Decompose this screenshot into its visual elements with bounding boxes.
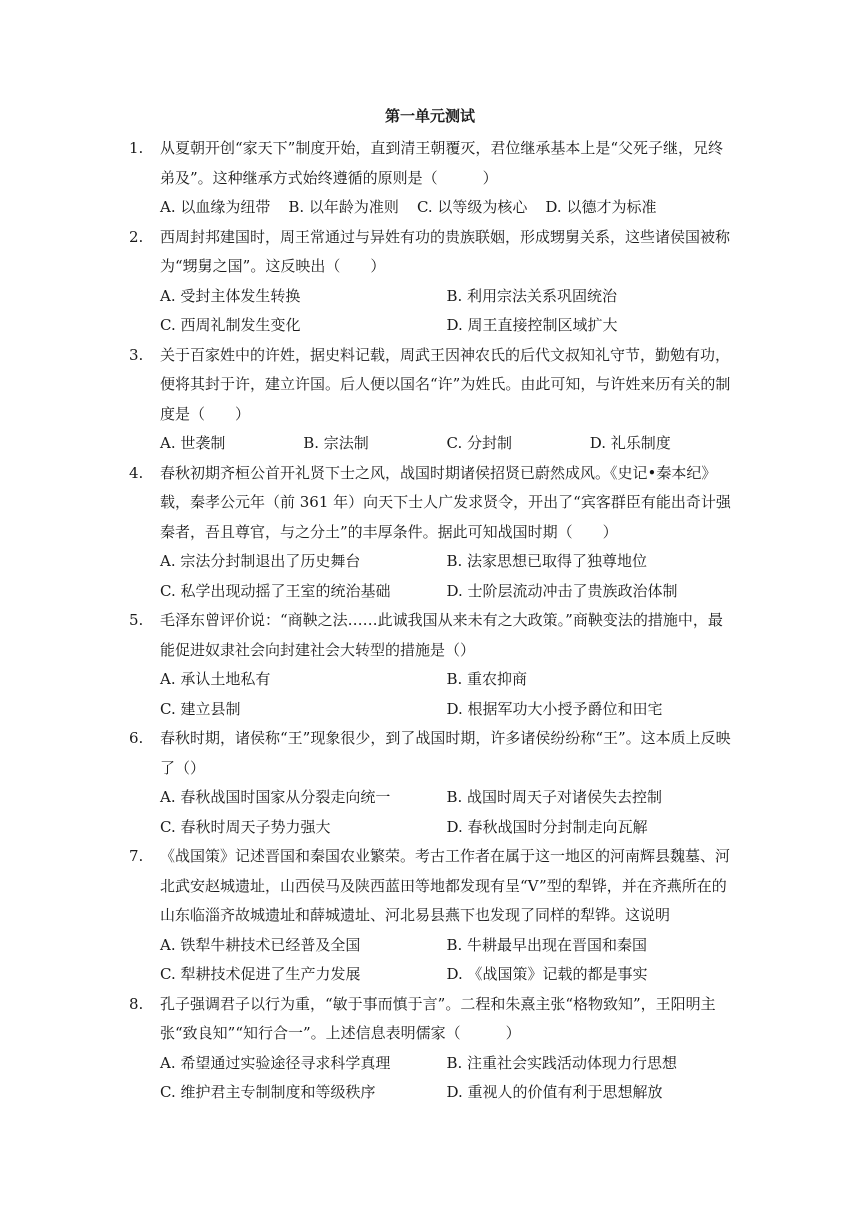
- options-grid: [129, 282, 733, 341]
- question-number: 1.: [129, 139, 144, 157]
- question-3: [129, 341, 733, 459]
- question-8: [129, 990, 733, 1108]
- option-d: D. 士阶层流动冲击了贵族政治体制: [446, 581, 678, 600]
- option-d: D. 重视人的价值有利于思想解放: [446, 1083, 663, 1101]
- option-b: B. 利用宗法关系巩固统治: [446, 286, 618, 305]
- option-b: B. 战国时周天子对诸侯失去控制: [446, 788, 663, 806]
- question-number: 7.: [129, 847, 144, 865]
- question-7: [129, 842, 733, 990]
- question-2: [129, 223, 733, 341]
- question-stem: 春秋时期，诸侯称“王”现象很少，到了战国时期，许多诸侯纷纷称“王”。这本质上反映了（）: [160, 729, 731, 777]
- option-c: C. 分封制: [446, 434, 512, 452]
- option-c: C. 以等级为核心: [416, 198, 528, 216]
- options-grid: [129, 665, 733, 724]
- question-4: [129, 459, 733, 607]
- options-row: [129, 193, 733, 223]
- question-stem: 《战国策》记述晋国和秦国农业繁荣。考古工作者在属于这一地区的河南辉县魏墓、河北武安赵城遗址，山西侯马及陕西蓝田等地都发现有呈“V”型的犁铧，并在齐燕所在的山东临淄齐故城遗址和薛城遗址、河北易县燕下也发现了同样的犁铧。这说明: [160, 847, 731, 924]
- question-number: 3.: [129, 345, 144, 364]
- question-stem: 毛泽东曾评价说：“商鞅之法……此诚我国从来未有之大政策。”商鞅变法的措施中，最能促进奴隶社会向封建社会大转型的措施是（）: [160, 611, 723, 659]
- option-c: C. 维护君主专制制度和等级秩序: [160, 1083, 376, 1101]
- option-d: D. 周王直接控制区域扩大: [446, 316, 618, 334]
- option-a: A. 希望通过实验途径寻求科学真理: [160, 1053, 391, 1072]
- option-c: C. 犁耕技术促进了生产力发展: [160, 965, 361, 983]
- question-6: [129, 724, 733, 842]
- question-list: [129, 134, 733, 1108]
- page-title: 第一单元测试: [384, 107, 475, 125]
- options-grid: [129, 1049, 733, 1108]
- option-b: B. 重农抑商: [446, 670, 528, 688]
- option-c: C. 春秋时周天子势力强大: [160, 817, 331, 836]
- option-d: D. 春秋战国时分封制走向瓦解: [446, 817, 648, 836]
- option-d: D. 以德才为标准: [545, 198, 657, 216]
- option-d: D. 礼乐制度: [589, 434, 671, 452]
- question-1: [129, 134, 733, 223]
- options-row: [129, 429, 733, 459]
- options-grid: [129, 931, 733, 990]
- option-a: A. 承认土地私有: [160, 670, 271, 688]
- option-a: A. 以血缘为纽带: [160, 198, 271, 216]
- option-a: A. 受封主体发生转换: [160, 286, 301, 305]
- question-number: 4.: [129, 463, 144, 482]
- option-a: A. 铁犁牛耕技术已经普及全国: [160, 935, 361, 954]
- option-a: A. 宗法分封制退出了历史舞台: [160, 552, 361, 570]
- option-b: B. 注重社会实践活动体现力行思想: [446, 1053, 678, 1072]
- option-c: C. 建立县制: [160, 699, 241, 718]
- option-d: D. 《战国策》记载的都是事实: [446, 965, 648, 983]
- question-stem: 从夏朝开创“家天下”制度开始，直到清王朝覆灭，君位继承基本上是“父死子继，兄终弟及”。这种继承方式始终遵循的原则是（ ）: [160, 139, 724, 187]
- question-number: 2.: [129, 227, 144, 246]
- option-b: B. 牛耕最早出现在晋国和秦国: [446, 935, 648, 954]
- option-d: D. 根据军功大小授予爵位和田宅: [446, 699, 663, 718]
- options-grid: [129, 547, 733, 606]
- question-number: 8.: [129, 994, 144, 1013]
- option-b: B. 法家思想已取得了独尊地位: [446, 552, 648, 570]
- question-5: [129, 606, 733, 724]
- question-stem: 西周封邦建国时，周王常通过与异姓有功的贵族联姻，形成甥舅关系，这些诸侯国被称为“甥舅之国”。这反映出（ ）: [160, 227, 731, 275]
- question-stem: 孔子强调君子以行为重，“敏于事而慎于言”。二程和朱熹主张“格物致知”，王阳明主张“致良知”“知行合一”。上述信息表明儒家（ ）: [160, 994, 716, 1042]
- question-number: 5.: [129, 611, 144, 629]
- option-b: B. 以年龄为准则: [288, 198, 399, 216]
- option-b: B. 宗法制: [303, 434, 369, 452]
- question-number: 6.: [129, 729, 144, 747]
- question-stem: 关于百家姓中的许姓，据史料记载，周武王因神农氏的后代文叔知礼守节，勤勉有功，便将其封于许，建立许国。后人便以国名“许”为姓氏。由此可知，与许姓来历有关的制度是（ ）: [160, 345, 731, 423]
- option-a: A. 世袭制: [160, 434, 226, 452]
- question-stem: 春秋初期齐桓公首开礼贤下士之风，战国时期诸侯招贤已蔚然成风。《史记•秦本纪》载，秦孝公元年（前 361 年）向天下士人广发求贤令，开出了“宾客群臣有能出奇计强秦者，吾且尊官，与之分土”的丰厚条件。据此可知战国时期（ ）: [160, 463, 731, 541]
- option-a: A. 春秋战国时国家从分裂走向统一: [160, 788, 391, 806]
- options-grid: [129, 783, 733, 842]
- option-c: C. 西周礼制发生变化: [160, 316, 301, 334]
- option-c: C. 私学出现动摇了王室的统治基础: [160, 581, 391, 600]
